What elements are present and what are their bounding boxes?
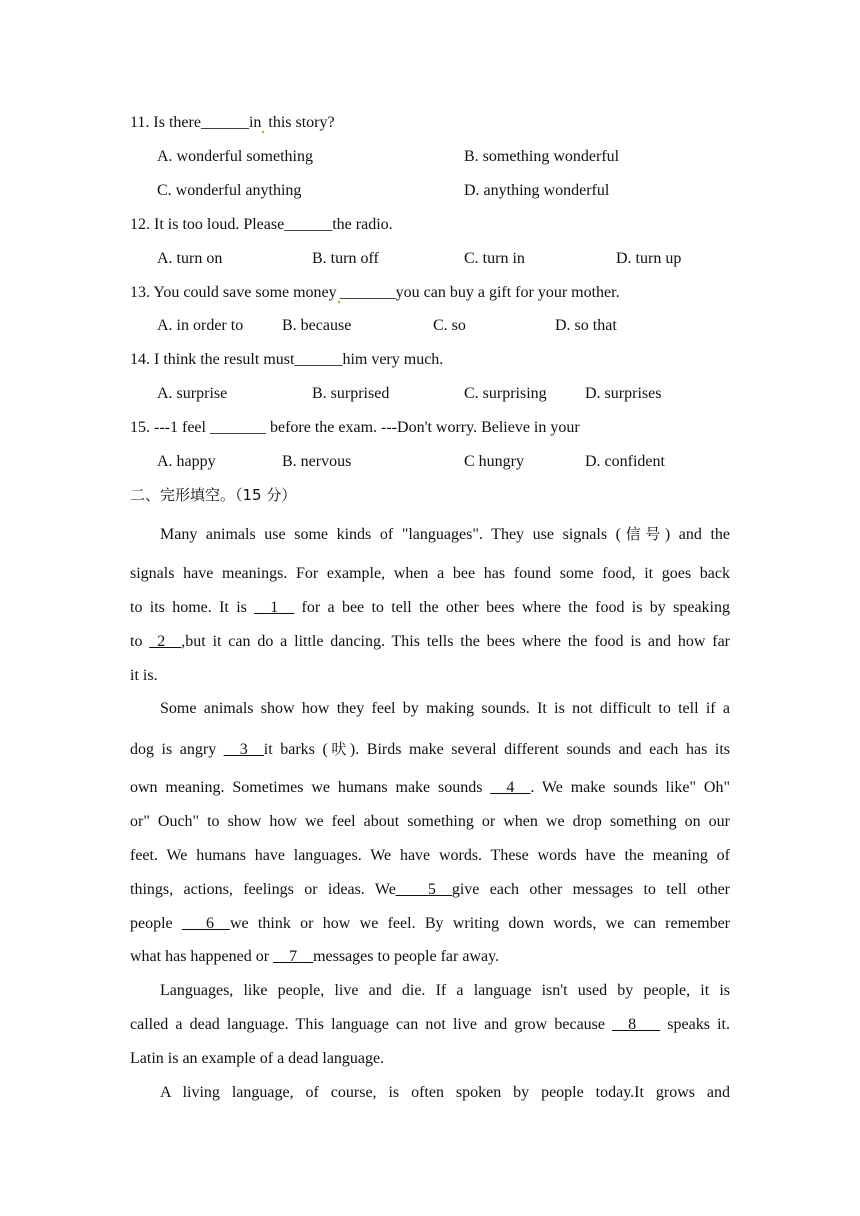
question-11-option-a: A. wonderful something bbox=[157, 148, 313, 165]
question-13-option-c: C. so bbox=[433, 317, 466, 334]
question-11-option-d: D. anything wonderful bbox=[464, 182, 610, 199]
question-13-stem: 13. You could save some money _______you can buy a gift for your mother. bbox=[130, 284, 620, 301]
passage-line: or" Ouch" to show how we feel about something or when we drop something on our bbox=[130, 813, 730, 830]
blank-1: __1__ bbox=[254, 599, 295, 616]
question-14-option-b: B. surprised bbox=[312, 385, 390, 402]
question-14-option-d: D. surprises bbox=[585, 385, 662, 402]
question-12-stem: 12. It is too loud. Please______the radio. bbox=[130, 216, 393, 233]
question-15-option-c: C hungry bbox=[464, 453, 524, 470]
blank-7: __7__ bbox=[273, 948, 314, 965]
question-13-option-a: A. in order to bbox=[157, 317, 244, 334]
passage-line: own meaning. Sometimes we humans make sounds __4__. We make sounds like" Oh" bbox=[130, 779, 731, 796]
passage-line: feet. We humans have languages. We have words. These words have the meaning of bbox=[130, 847, 730, 864]
passage-line: to _2__,but it can do a little dancing. This tells the bees where the food is and how far bbox=[130, 633, 730, 650]
question-12-option-a: A. turn on bbox=[157, 250, 223, 267]
question-12-option-b: B. turn off bbox=[312, 250, 379, 267]
passage-line: A living language, of course, is often spoken by people today.It grows and bbox=[160, 1084, 730, 1101]
question-12-option-d: D. turn up bbox=[616, 250, 682, 267]
blank-3: __3__ bbox=[223, 741, 264, 758]
mark-dot bbox=[262, 131, 264, 133]
mark-dot bbox=[338, 301, 340, 303]
question-12-option-c: C. turn in bbox=[464, 250, 525, 267]
blank-6: ___6__ bbox=[181, 915, 230, 932]
passage-line: called a dead language. This language can not live and grow because __8___ speaks it. bbox=[130, 1016, 730, 1033]
passage-line: what has happened or __7__messages to people far away. bbox=[130, 948, 500, 965]
passage-line: Many animals use some kinds of "languages". They use signals (信号) and the bbox=[160, 525, 730, 543]
blank-4: __4__ bbox=[490, 779, 531, 796]
question-11-stem: 11. Is there______in this story? bbox=[130, 114, 335, 131]
passage-line: dog is angry __3__it barks (吠). Birds make several different sounds and each has its bbox=[130, 740, 730, 758]
passage-line: it is. bbox=[130, 667, 158, 684]
question-14-stem: 14. I think the result must______him very much. bbox=[130, 351, 444, 368]
blank-2: _2__ bbox=[149, 633, 182, 650]
question-13-option-d: D. so that bbox=[555, 317, 617, 334]
question-11-option-c: C. wonderful anything bbox=[157, 182, 302, 199]
question-14-option-a: A. surprise bbox=[157, 385, 228, 402]
question-15-option-a: A. happy bbox=[157, 453, 216, 470]
section-heading: 二、完形填空。（15 分） bbox=[130, 486, 297, 504]
passage-line: things, actions, feelings or ideas. We____5__give each other messages to tell other bbox=[130, 881, 730, 898]
passage-line: Latin is an example of a dead language. bbox=[130, 1050, 385, 1067]
passage-line: to its home. It is __1__ for a bee to tell the other bees where the food is by speaking bbox=[130, 599, 730, 616]
blank-5: ____5__ bbox=[395, 881, 452, 898]
question-14-option-c: C. surprising bbox=[464, 385, 547, 402]
question-15-option-d: D. confident bbox=[585, 453, 665, 470]
question-15-stem: 15. ---1 feel _______ before the exam. ---Don't worry. Believe in your bbox=[130, 419, 580, 436]
passage-line: Some animals show how they feel by making sounds. It is not difficult to tell if a bbox=[160, 700, 730, 717]
passage-line: Languages, like people, live and die. If a language isn't used by people, it is bbox=[160, 982, 730, 999]
blank-8: __8___ bbox=[612, 1016, 661, 1033]
question-13-option-b: B. because bbox=[282, 317, 352, 334]
question-11-option-b: B. something wonderful bbox=[464, 148, 620, 165]
question-15-option-b: B. nervous bbox=[282, 453, 352, 470]
passage-line: people ___6__we think or how we feel. By writing down words, we can remember bbox=[130, 915, 731, 932]
passage-line: signals have meanings. For example, when a bee has found some food, it goes back bbox=[130, 565, 730, 582]
